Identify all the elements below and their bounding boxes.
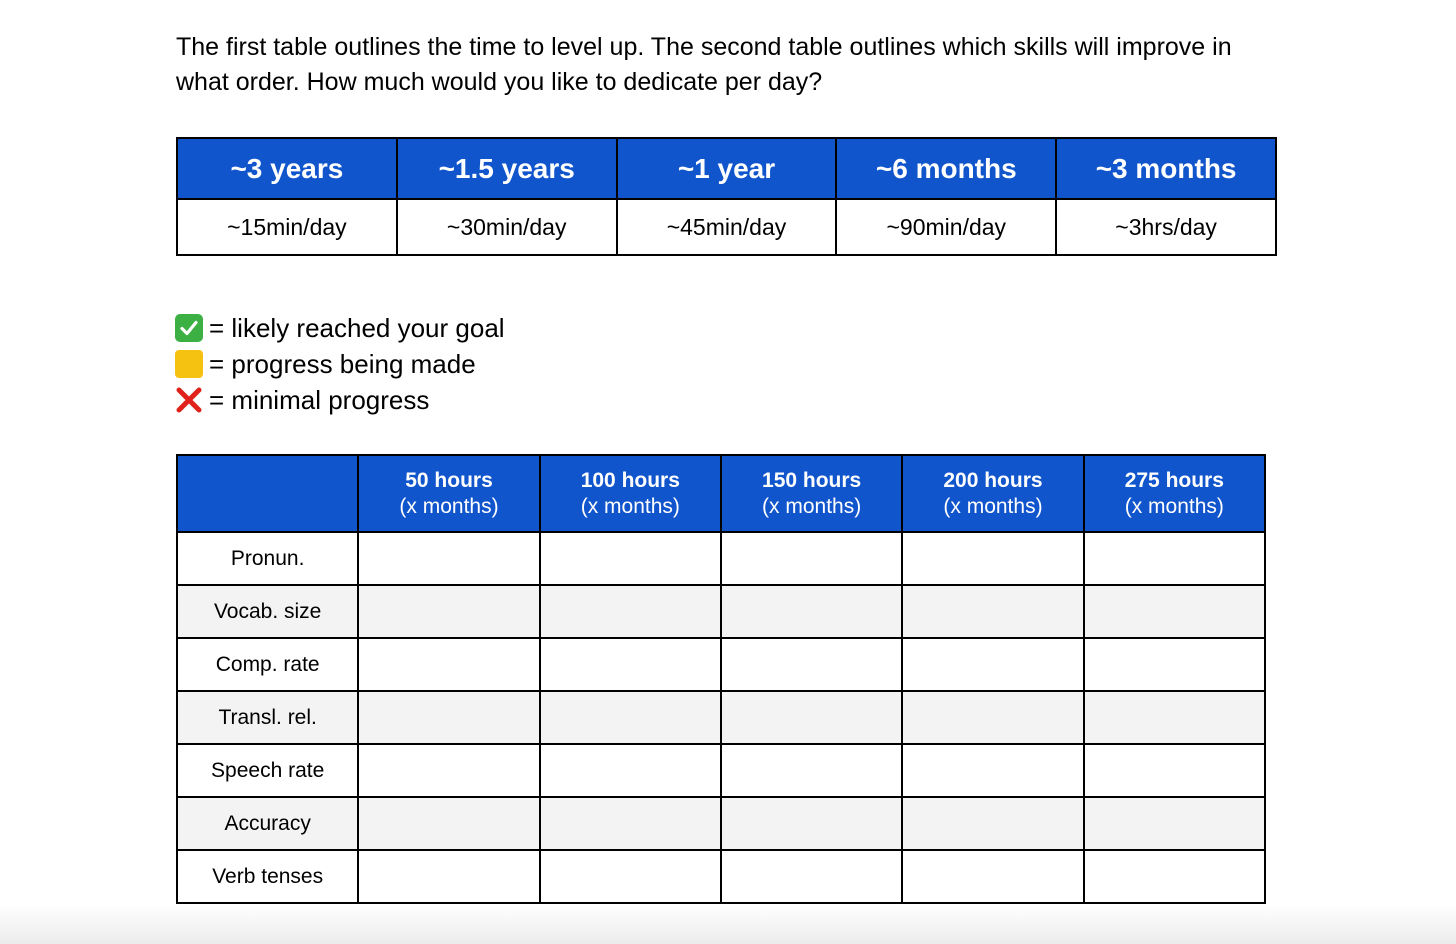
hours-label: 200 hours [943, 468, 1043, 492]
skill-empty-cell [721, 850, 902, 903]
time-header-cell: ~3 years [177, 138, 397, 199]
skill-row-speech-rate [177, 744, 1265, 797]
skill-label-cell: Vocab. size [177, 585, 358, 638]
skill-empty-cell [358, 585, 539, 638]
months-label: (x months) [943, 494, 1043, 518]
time-value-cell: ~90min/day [836, 199, 1056, 255]
skill-label-cell: Comp. rate [177, 638, 358, 691]
legend-label: = likely reached your goal [209, 313, 505, 343]
skill-empty-cell [1084, 744, 1265, 797]
skill-empty-cell [540, 585, 721, 638]
skill-row-accuracy [177, 797, 1265, 850]
skill-empty-cell [358, 691, 539, 744]
skill-empty-cell [902, 532, 1083, 585]
time-value-cell: ~45min/day [617, 199, 837, 255]
months-label: (x months) [580, 494, 680, 518]
time-value-cell: ~30min/day [397, 199, 617, 255]
hours-label: 150 hours [762, 468, 862, 492]
skill-empty-cell [1084, 691, 1265, 744]
skill-empty-cell [540, 638, 721, 691]
skill-empty-cell [721, 532, 902, 585]
skill-label-cell: Accuracy [177, 797, 358, 850]
skill-empty-cell [540, 850, 721, 903]
skill-empty-cell [721, 691, 902, 744]
legend-item-minimal [175, 382, 505, 418]
skill-row-pronunciation [177, 532, 1265, 585]
hours-label: 50 hours [405, 468, 493, 492]
skill-empty-cell [902, 585, 1083, 638]
legend-label: = progress being made [209, 349, 476, 379]
skill-empty-cell [358, 744, 539, 797]
skill-empty-cell [1084, 532, 1265, 585]
skill-empty-cell [721, 585, 902, 638]
skill-empty-cell [721, 638, 902, 691]
legend-item-progress [175, 346, 505, 382]
skill-label-cell: Speech rate [177, 744, 358, 797]
skill-empty-cell [902, 691, 1083, 744]
time-table-value-row [177, 199, 1276, 255]
legend-label: = minimal progress [209, 385, 430, 415]
skill-empty-cell [540, 691, 721, 744]
legend [175, 310, 505, 418]
skill-empty-cell [902, 797, 1083, 850]
skill-label-cell: Verb tenses [177, 850, 358, 903]
skill-empty-cell [540, 532, 721, 585]
time-value-cell: ~15min/day [177, 199, 397, 255]
hours-header-cell [540, 455, 721, 532]
hours-header-cell [358, 455, 539, 532]
time-header-cell: ~1 year [617, 138, 837, 199]
skill-label-cell: Transl. rel. [177, 691, 358, 744]
skill-empty-cell [1084, 638, 1265, 691]
hours-label: 275 hours [1124, 468, 1224, 492]
skill-empty-cell [902, 850, 1083, 903]
cross-mark-icon [175, 386, 203, 414]
skill-empty-cell [1084, 797, 1265, 850]
skill-empty-cell [358, 797, 539, 850]
months-label: (x months) [1124, 494, 1224, 518]
skills-corner-cell [177, 455, 358, 532]
skill-row-transl-rel [177, 691, 1265, 744]
months-label: (x months) [762, 494, 862, 518]
skills-progress-table [176, 454, 1266, 904]
time-header-cell: ~1.5 years [397, 138, 617, 199]
skill-empty-cell [358, 532, 539, 585]
skill-empty-cell [358, 850, 539, 903]
skill-empty-cell [721, 744, 902, 797]
intro-paragraph: The first table outlines the time to level up. The second table outlines which skills will improve in what order. How much would you like to dedicate per day? [176, 33, 1232, 96]
skill-empty-cell [902, 744, 1083, 797]
time-table-header-row [177, 138, 1276, 199]
time-header-cell: ~3 months [1056, 138, 1276, 199]
skill-empty-cell [540, 797, 721, 850]
legend-item-goal [175, 310, 505, 346]
skill-row-comp-rate [177, 638, 1265, 691]
skill-row-vocab-size [177, 585, 1265, 638]
hours-header-cell [721, 455, 902, 532]
time-header-cell: ~6 months [836, 138, 1056, 199]
hours-header-cell [902, 455, 1083, 532]
hours-label: 100 hours [580, 468, 680, 492]
skills-header-row [177, 455, 1265, 532]
check-mark-icon [175, 314, 203, 342]
skill-empty-cell [540, 744, 721, 797]
bottom-shade [0, 904, 1456, 944]
skill-empty-cell [1084, 585, 1265, 638]
skill-empty-cell [1084, 850, 1265, 903]
skill-label-cell: Pronun. [177, 532, 358, 585]
hours-header-cell [1084, 455, 1265, 532]
skill-empty-cell [721, 797, 902, 850]
skill-row-verb-tenses [177, 850, 1265, 903]
time-commitment-table [176, 137, 1277, 256]
yellow-square-icon [175, 350, 203, 378]
skill-empty-cell [902, 638, 1083, 691]
time-value-cell: ~3hrs/day [1056, 199, 1276, 255]
skill-empty-cell [358, 638, 539, 691]
months-label: (x months) [399, 494, 499, 518]
